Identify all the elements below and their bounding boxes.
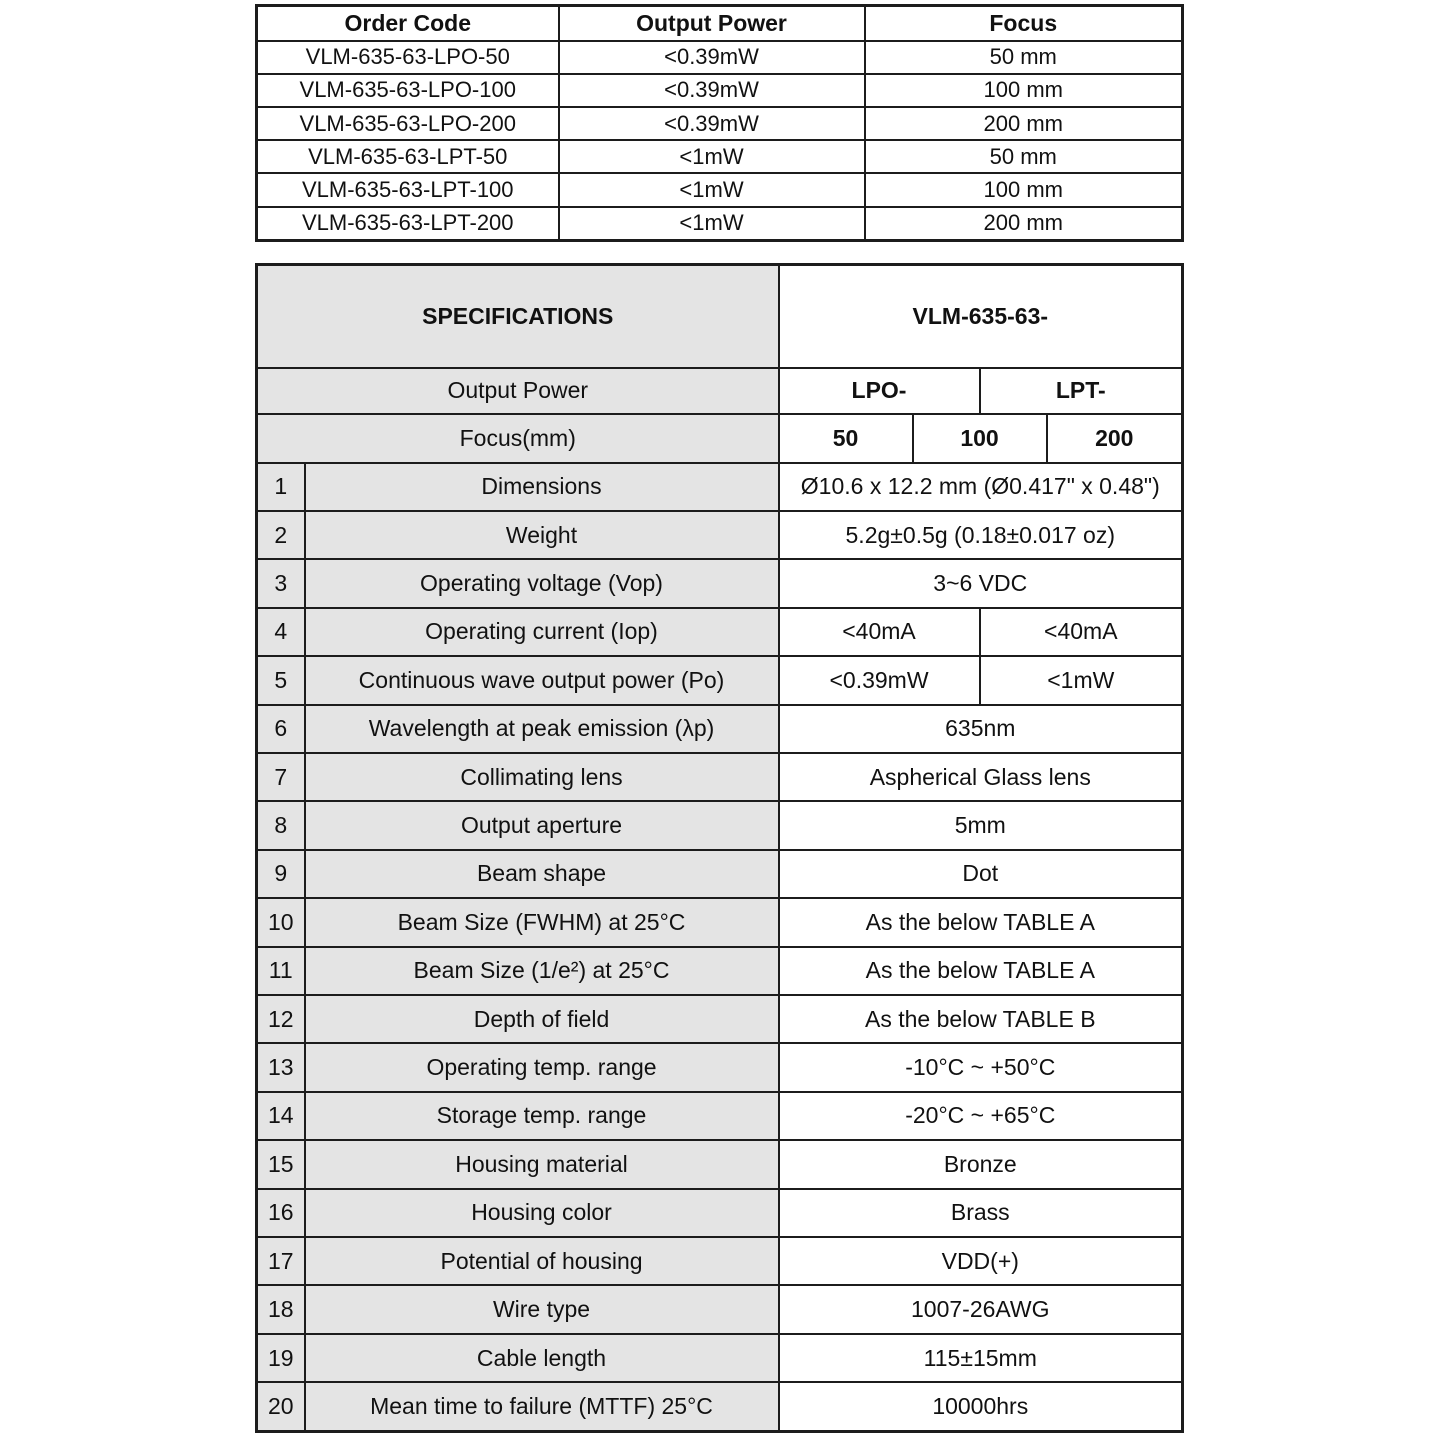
spec-label: Continuous wave output power (Po) <box>305 656 779 704</box>
output-power-cell: <0.39mW <box>559 107 865 140</box>
spec-row-number: 18 <box>257 1285 305 1333</box>
spec-row <box>257 1237 1183 1285</box>
spec-row <box>257 1285 1183 1333</box>
spec-row-number: 10 <box>257 898 305 946</box>
spec-row <box>257 1189 1183 1237</box>
specifications-table <box>255 263 1184 1433</box>
spec-row-number: 17 <box>257 1237 305 1285</box>
spec-row <box>257 511 1183 559</box>
spec-header-row <box>257 265 1183 368</box>
spec-row <box>257 995 1183 1043</box>
spec-value: Bronze <box>779 1140 1183 1188</box>
spec-label: Beam Size (FWHM) at 25°C <box>305 898 779 946</box>
spec-value-lpo: <0.39mW <box>779 656 980 704</box>
spec-row-number: 2 <box>257 511 305 559</box>
spec-row <box>257 705 1183 753</box>
spec-row <box>257 947 1183 995</box>
spec-row-number: 12 <box>257 995 305 1043</box>
output-power-series-lpt: LPT- <box>980 368 1183 414</box>
spec-label: Mean time to failure (MTTF) 25°C <box>305 1382 779 1431</box>
spec-row-number: 19 <box>257 1334 305 1382</box>
order-code-cell: VLM-635-63-LPO-50 <box>257 41 559 74</box>
order-code-cell: VLM-635-63-LPT-200 <box>257 207 559 241</box>
table-row <box>257 107 1183 140</box>
output-power-cell: <1mW <box>559 173 865 206</box>
spec-row <box>257 1382 1183 1431</box>
focus-value-100: 100 <box>913 414 1047 463</box>
spec-label: Storage temp. range <box>305 1092 779 1140</box>
focus-cell: 50 mm <box>865 41 1183 74</box>
spec-row <box>257 608 1183 656</box>
output-power-row <box>257 368 1183 414</box>
spec-value: 3~6 VDC <box>779 559 1183 607</box>
spec-row-number: 13 <box>257 1043 305 1091</box>
table-row <box>257 140 1183 173</box>
spec-label: Dimensions <box>305 463 779 511</box>
spec-row <box>257 801 1183 849</box>
focus-column-header: Focus <box>865 6 1183 41</box>
table-row <box>257 74 1183 107</box>
table-row <box>257 207 1183 241</box>
spec-row <box>257 850 1183 898</box>
output-power-cell: <1mW <box>559 140 865 173</box>
order-code-cell: VLM-635-63-LPO-200 <box>257 107 559 140</box>
spec-value: As the below TABLE B <box>779 995 1183 1043</box>
spec-value: As the below TABLE A <box>779 947 1183 995</box>
spec-value: Aspherical Glass lens <box>779 753 1183 801</box>
spec-label: Housing material <box>305 1140 779 1188</box>
spec-value: 115±15mm <box>779 1334 1183 1382</box>
spec-value-lpt: <40mA <box>980 608 1183 656</box>
spec-value: Brass <box>779 1189 1183 1237</box>
spec-row <box>257 463 1183 511</box>
focus-cell: 50 mm <box>865 140 1183 173</box>
spec-label: Housing color <box>305 1189 779 1237</box>
order-code-cell: VLM-635-63-LPT-50 <box>257 140 559 173</box>
spec-row-number: 9 <box>257 850 305 898</box>
spec-row <box>257 1043 1183 1091</box>
spec-value: 5.2g±0.5g (0.18±0.017 oz) <box>779 511 1183 559</box>
model-number: VLM-635-63- <box>779 265 1183 368</box>
spec-value: As the below TABLE A <box>779 898 1183 946</box>
spec-row <box>257 1334 1183 1382</box>
order-table-header-row <box>257 6 1183 41</box>
spec-value: 10000hrs <box>779 1382 1183 1431</box>
table-row <box>257 173 1183 206</box>
specifications-title: SPECIFICATIONS <box>257 265 779 368</box>
spec-row-number: 14 <box>257 1092 305 1140</box>
focus-cell: 200 mm <box>865 207 1183 241</box>
spec-row <box>257 1140 1183 1188</box>
table-row <box>257 41 1183 74</box>
spec-label: Operating temp. range <box>305 1043 779 1091</box>
order-code-cell: VLM-635-63-LPT-100 <box>257 173 559 206</box>
spec-row <box>257 1092 1183 1140</box>
output-power-cell: <1mW <box>559 207 865 241</box>
spec-label: Beam shape <box>305 850 779 898</box>
spec-label: Output aperture <box>305 801 779 849</box>
focus-cell: 100 mm <box>865 74 1183 107</box>
output-power-label: Output Power <box>257 368 779 414</box>
spec-label: Wire type <box>305 1285 779 1333</box>
spec-row-number: 16 <box>257 1189 305 1237</box>
spec-value: 1007-26AWG <box>779 1285 1183 1333</box>
spec-row <box>257 559 1183 607</box>
spec-row-number: 11 <box>257 947 305 995</box>
spec-row-number: 5 <box>257 656 305 704</box>
spec-value: -20°C ~ +65°C <box>779 1092 1183 1140</box>
spec-row <box>257 898 1183 946</box>
spec-label: Operating voltage (Vop) <box>305 559 779 607</box>
spec-row-number: 3 <box>257 559 305 607</box>
spec-row-number: 4 <box>257 608 305 656</box>
spec-label: Depth of field <box>305 995 779 1043</box>
spec-value-lpo: <40mA <box>779 608 980 656</box>
order-code-table <box>255 4 1184 242</box>
spec-label: Beam Size (1/e²) at 25°C <box>305 947 779 995</box>
spec-row-number: 7 <box>257 753 305 801</box>
spec-value: VDD(+) <box>779 1237 1183 1285</box>
spec-row-number: 1 <box>257 463 305 511</box>
spec-row <box>257 753 1183 801</box>
focus-value-50: 50 <box>779 414 913 463</box>
output-power-column-header: Output Power <box>559 6 865 41</box>
spec-value: Dot <box>779 850 1183 898</box>
spec-row-number: 8 <box>257 801 305 849</box>
spec-value: 635nm <box>779 705 1183 753</box>
order-code-cell: VLM-635-63-LPO-100 <box>257 74 559 107</box>
spec-value: 5mm <box>779 801 1183 849</box>
output-power-cell: <0.39mW <box>559 41 865 74</box>
spec-row-number: 20 <box>257 1382 305 1431</box>
output-power-cell: <0.39mW <box>559 74 865 107</box>
focus-value-200: 200 <box>1047 414 1183 463</box>
focus-cell: 200 mm <box>865 107 1183 140</box>
spec-label: Operating current (Iop) <box>305 608 779 656</box>
spec-label: Weight <box>305 511 779 559</box>
spec-label: Potential of housing <box>305 1237 779 1285</box>
order-code-column-header: Order Code <box>257 6 559 41</box>
focus-label: Focus(mm) <box>257 414 779 463</box>
focus-cell: 100 mm <box>865 173 1183 206</box>
spec-row-number: 15 <box>257 1140 305 1188</box>
spec-value: Ø10.6 x 12.2 mm (Ø0.417" x 0.48") <box>779 463 1183 511</box>
spec-label: Collimating lens <box>305 753 779 801</box>
spec-label: Wavelength at peak emission (λp) <box>305 705 779 753</box>
spec-value-lpt: <1mW <box>980 656 1183 704</box>
spec-label: Cable length <box>305 1334 779 1382</box>
spec-row <box>257 656 1183 704</box>
focus-row <box>257 414 1183 463</box>
spec-row-number: 6 <box>257 705 305 753</box>
output-power-series-lpo: LPO- <box>779 368 980 414</box>
spec-value: -10°C ~ +50°C <box>779 1043 1183 1091</box>
